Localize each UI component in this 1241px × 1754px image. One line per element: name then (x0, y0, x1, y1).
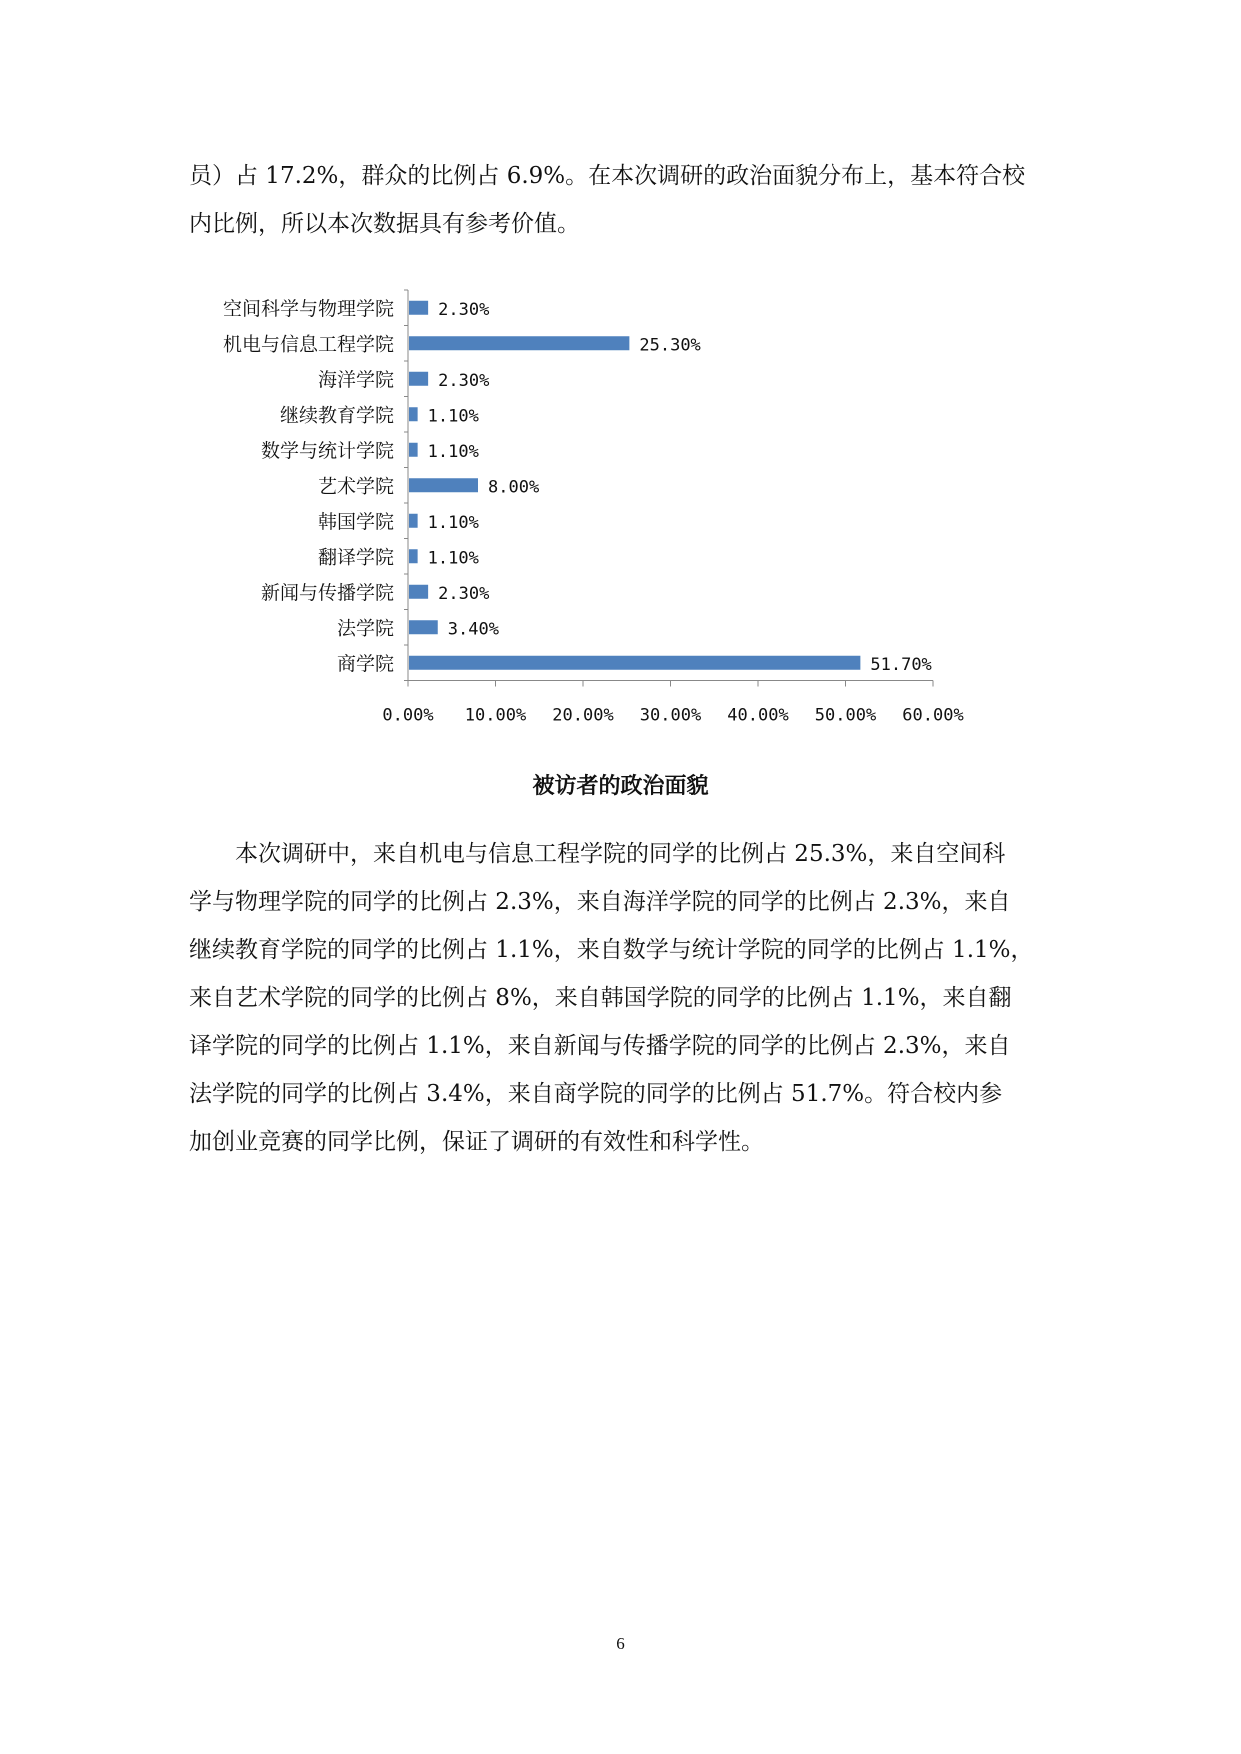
chart-caption: 被访者的政治面貌 (532, 774, 709, 799)
paragraph-line: 本次调研中，来自机电与信息工程学院的同学的比例占 25.3%，来自空间科 (235, 841, 1006, 867)
data-label: 1.10% (427, 441, 479, 462)
x-tick-label: 10.00% (464, 705, 527, 726)
page-number: 6 (616, 1634, 625, 1653)
category-label: 海洋学院 (317, 368, 394, 391)
bar (409, 336, 629, 350)
data-label: 8.00% (488, 477, 540, 498)
category-label: 商学院 (336, 652, 394, 675)
data-label: 1.10% (427, 512, 479, 533)
x-tick-label: 60.00% (902, 705, 964, 726)
bar (409, 549, 418, 563)
paragraph-line: 学与物理学院的同学的比例占 2.3%，来自海洋学院的同学的比例占 2.3%，来自 (189, 889, 1011, 915)
data-label: 51.70% (870, 654, 932, 675)
x-tick-label: 30.00% (639, 705, 702, 726)
category-label: 机电与信息工程学院 (222, 333, 394, 356)
data-label: 25.30% (639, 335, 701, 356)
data-label: 2.30% (438, 370, 490, 391)
bar (409, 514, 418, 528)
bar (409, 656, 860, 670)
data-label: 1.10% (427, 406, 479, 427)
paragraph-line: 加创业竞赛的同学比例，保证了调研的有效性和科学性。 (189, 1129, 764, 1155)
body-paragraph (189, 830, 1053, 1166)
intro-paragraph (189, 152, 1053, 248)
x-tick-label: 20.00% (552, 705, 614, 726)
bar (409, 372, 428, 386)
paragraph-line: 内比例，所以本次数据具有参考价值。 (189, 211, 580, 237)
bar (409, 443, 418, 457)
category-label: 韩国学院 (317, 510, 394, 533)
bar (409, 407, 418, 421)
bar-chart-svg (180, 280, 1000, 730)
category-label: 艺术学院 (317, 475, 394, 498)
bar (409, 301, 428, 315)
category-label: 新闻与传播学院 (260, 581, 394, 604)
paragraph-line: 来自艺术学院的同学的比例占 8%，来自韩国学院的同学的比例占 1.1%，来自翻 (189, 985, 1012, 1011)
data-label: 1.10% (427, 548, 479, 569)
x-tick-label: 40.00% (727, 705, 789, 726)
category-label: 法学院 (336, 617, 394, 640)
college-distribution-chart (180, 280, 1000, 730)
bar (409, 585, 428, 599)
bar (409, 478, 478, 492)
data-label: 3.40% (447, 619, 499, 640)
paragraph-line: 员）占 17.2%，群众的比例占 6.9%。在本次调研的政治面貌分布上，基本符合校 (189, 163, 1026, 189)
data-label: 2.30% (438, 299, 490, 320)
paragraph-line: 法学院的同学的比例占 3.4%，来自商学院的同学的比例占 51.7%。符合校内参 (189, 1081, 1003, 1107)
x-tick-label: 50.00% (814, 705, 877, 726)
paragraph-line: 继续教育学院的同学的比例占 1.1%，来自数学与统计学院的同学的比例占 1.1%， (189, 937, 1034, 963)
x-tick-label: 0.00% (382, 705, 434, 726)
paragraph-line: 译学院的同学的比例占 1.1%，来自新闻与传播学院的同学的比例占 2.3%，来自 (189, 1033, 1011, 1059)
category-label: 数学与统计学院 (260, 439, 394, 462)
category-label: 继续教育学院 (279, 404, 394, 427)
category-label: 空间科学与物理学院 (222, 297, 394, 320)
bar (409, 620, 438, 634)
data-label: 2.30% (438, 583, 490, 604)
category-label: 翻译学院 (317, 546, 394, 569)
